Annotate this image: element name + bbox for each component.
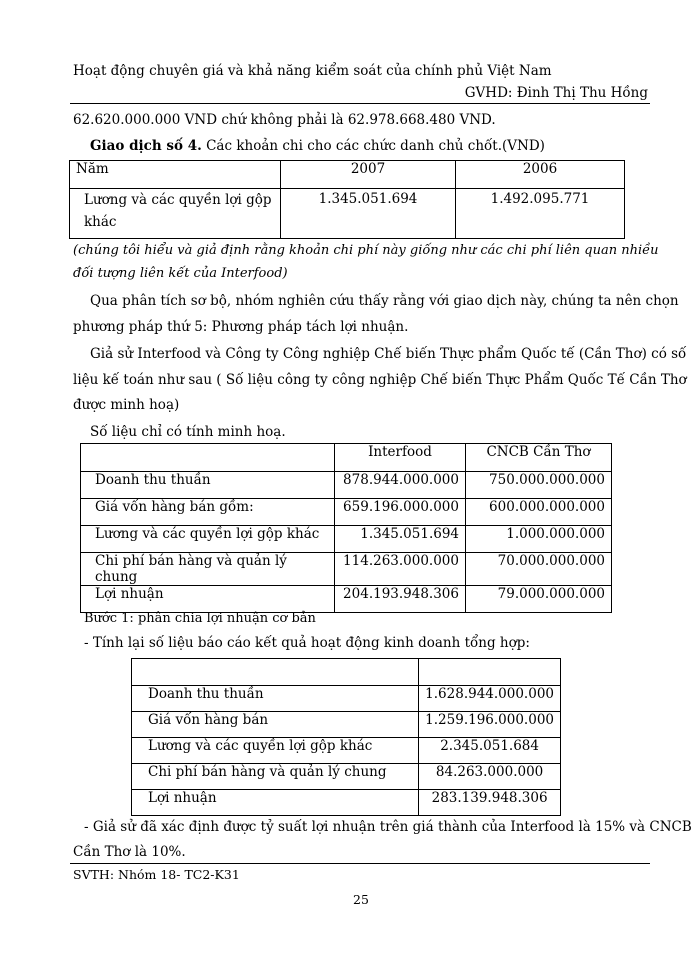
table-row — [81, 553, 612, 586]
table2-header-cncb: CNCB Cần Thơ — [466, 444, 612, 472]
table2-row-label: Doanh thu thuần — [81, 472, 335, 499]
paragraph-4-line-1: - Giả sử đã xác định được tỷ suất lợi nhuận trên giá thành của Interfood là 15% và CNCB — [84, 819, 692, 835]
table3-row-label: Lương và các quyền lợi gộp khác — [132, 738, 419, 764]
table2-cncb-value: 79.000.000.000 — [466, 586, 612, 613]
paragraph-2-line-2: liệu kế toán như sau ( Số liệu công ty công nghiệp Chế biến Thực Phẩm Quốc Tế Cần Thơ — [73, 372, 687, 388]
transaction-4-label: Giao dịch số 4. — [90, 138, 202, 154]
paragraph-4-line-2: Cần Thơ là 10%. — [73, 844, 186, 860]
table3-header-blank — [132, 659, 419, 686]
table1-row-label-line1: Lương và các quyền lợi gộp — [84, 192, 272, 208]
table1-header-2006: 2006 — [456, 161, 625, 189]
table-row — [132, 764, 561, 790]
paragraph-2-line-1: Giả sử Interfood và Công ty Công nghiệp Chế biến Thực phẩm Quốc tế (Cần Thơ) có số — [90, 346, 687, 362]
table-row — [81, 526, 612, 553]
table2-interfood-value: 114.263.000.000 — [335, 553, 466, 586]
table-row — [132, 790, 561, 816]
paragraph-1-line-2: phương pháp thứ 5: Phương pháp tách lợi nhuận. — [73, 319, 409, 335]
table1-row-label-line2: khác — [84, 214, 117, 230]
table3-row-value: 1.259.196.000.000 — [419, 712, 561, 738]
table2-cncb-value: 1.000.000.000 — [466, 526, 612, 553]
page-number: 25 — [353, 892, 369, 907]
table2-row-label: Lương và các quyền lợi gộp khác — [81, 526, 335, 553]
header-gvhd: GVHD: Đinh Thị Thu Hồng — [464, 85, 648, 101]
table2-header-blank — [81, 444, 335, 472]
table1-header-year: Năm — [70, 161, 281, 189]
table-row — [132, 686, 561, 712]
note-line-1: (chúng tôi hiểu và giả định rằng khoản chi phí này giống như các chi phí liên quan nhiều — [73, 243, 659, 258]
table3-row-label: Giá vốn hàng bán — [132, 712, 419, 738]
table1-value-2007: 1.345.051.694 — [281, 189, 456, 239]
footer-rule — [70, 863, 650, 864]
step-1-instruction: - Tính lại số liệu báo cáo kết quả hoạt động kinh doanh tổng hợp: — [84, 635, 530, 651]
table3-row-value: 1.628.944.000.000 — [419, 686, 561, 712]
table1-value-2006: 1.492.095.771 — [456, 189, 625, 239]
table1-header-2007: 2007 — [281, 161, 456, 189]
table-row — [81, 499, 612, 526]
table2-interfood-value: 204.193.948.306 — [335, 586, 466, 613]
table-row — [81, 472, 612, 499]
table3-row-label: Doanh thu thuần — [132, 686, 419, 712]
transaction-4-heading — [90, 137, 545, 155]
table3-row-label: Lợi nhuận — [132, 790, 419, 816]
table2-header-interfood: Interfood — [335, 444, 466, 472]
paragraph-1-line-1: Qua phân tích sơ bộ, nhóm nghiên cứu thấy rằng với giao dịch này, chúng ta nên chọn — [90, 293, 679, 309]
table2-row-label: Chi phí bán hàng và quản lý chung — [81, 553, 335, 586]
table-row — [132, 712, 561, 738]
paragraph-3: Số liệu chỉ có tính minh hoạ. — [90, 424, 286, 440]
table2-interfood-value: 659.196.000.000 — [335, 499, 466, 526]
table3-row-value: 2.345.051.684 — [419, 738, 561, 764]
table2-cncb-value: 70.000.000.000 — [466, 553, 612, 586]
table1-row-label — [70, 189, 281, 239]
table3-row-value: 84.263.000.000 — [419, 764, 561, 790]
body-line-1: 62.620.000.000 VND chứ không phải là 62.978.668.480 VND. — [73, 112, 496, 128]
footer-svth: SVTH: Nhóm 18- TC2-K31 — [73, 867, 240, 882]
table2-row-label: Giá vốn hàng bán gồm: — [81, 499, 335, 526]
table3-header-blank-2 — [419, 659, 561, 686]
key-personnel-table — [69, 160, 625, 239]
step-1-heading: Bước 1: phân chia lợi nhuận cơ bản — [84, 611, 316, 626]
table-row — [81, 586, 612, 613]
table3-row-value: 283.139.948.306 — [419, 790, 561, 816]
transaction-4-title: Các khoản chi cho các chức danh chủ chốt.(VND) — [201, 138, 545, 154]
table2-cncb-value: 750.000.000.000 — [466, 472, 612, 499]
table2-interfood-value: 1.345.051.694 — [335, 526, 466, 553]
header-rule — [70, 103, 650, 104]
header-title: Hoạt động chuyên giá và khả năng kiểm soát của chính phủ Việt Nam — [73, 63, 552, 79]
table2-interfood-value: 878.944.000.000 — [335, 472, 466, 499]
accounting-data-table — [80, 443, 612, 613]
note-line-2: đối tượng liên kết của Interfood) — [73, 266, 288, 281]
table-row — [132, 738, 561, 764]
paragraph-2-line-3: được minh hoạ) — [73, 397, 180, 413]
table2-cncb-value: 600.000.000.000 — [466, 499, 612, 526]
consolidated-results-table — [131, 658, 561, 816]
table2-row-label: Lợi nhuận — [81, 586, 335, 613]
table3-row-label: Chi phí bán hàng và quản lý chung — [132, 764, 419, 790]
